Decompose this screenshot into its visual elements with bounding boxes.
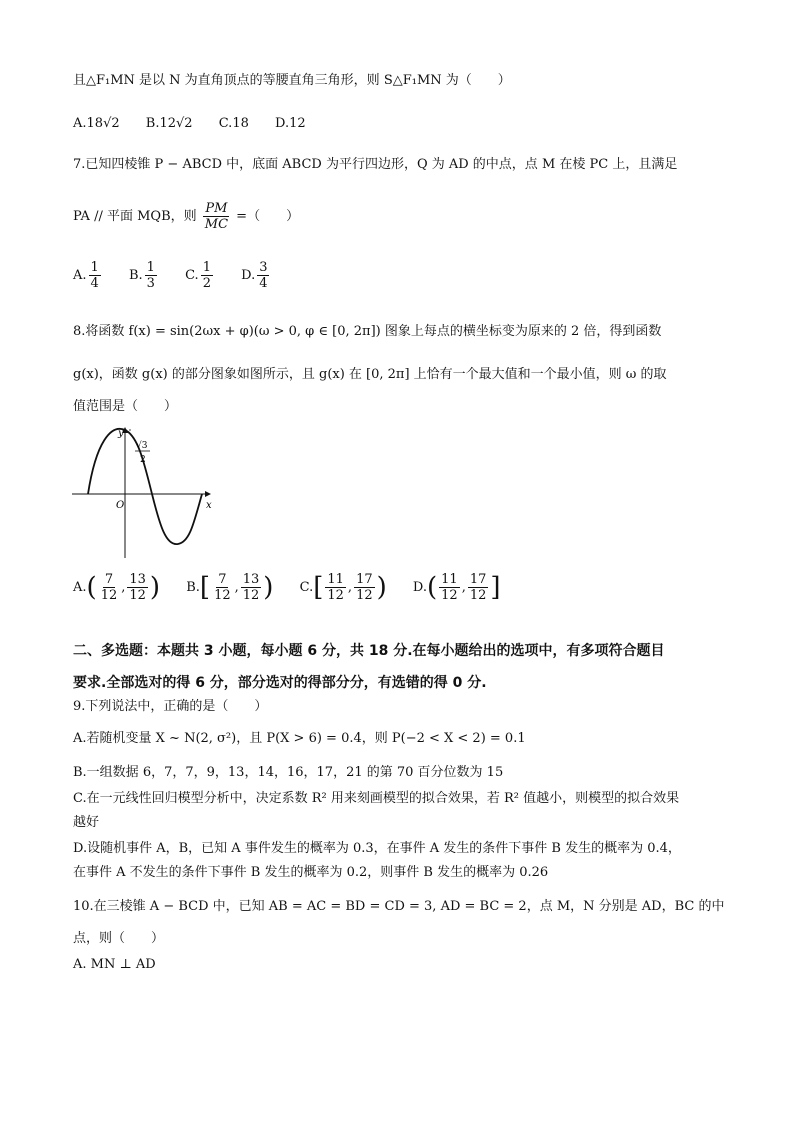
- q8-option-c: C.[ $\frac{11}{12}$ , $\frac{17}{12}$ ): [299, 572, 387, 603]
- q8-option-c-upper: [354, 572, 375, 603]
- q6-options: [73, 116, 328, 131]
- q8-a-lower-num: 7: [104, 572, 114, 587]
- sqrt3-numerator: √3: [136, 441, 148, 451]
- q9-option-a: A.若随机变量 X ~ N(2, σ²)，且 P(X > 6) = 0.4，则 P(−2 < X < 2) = 0.1: [73, 731, 526, 746]
- q7-option-c-num: 1: [202, 260, 211, 275]
- q8-c-upper-den: 12: [356, 588, 373, 603]
- q7-option-b-label: B.: [128, 268, 143, 283]
- q7-option-b-fraction: [145, 260, 157, 291]
- q8-option-b-label: B.: [186, 580, 200, 595]
- q7-option-d-num: 3: [259, 260, 268, 275]
- x-axis-label: x: [206, 500, 212, 511]
- q8-option-a: A.( $\frac{7}{12}$ , $\frac{13}{12}$ ): [73, 572, 161, 603]
- sine-graph: [66, 422, 216, 562]
- q10-option-a: A. MN ⊥ AD: [73, 957, 156, 972]
- q7-option-b-num: 1: [146, 260, 155, 275]
- q8-options: [73, 572, 523, 603]
- q8-a-upper-den: 12: [129, 588, 146, 603]
- q8-d-upper-den: 12: [469, 588, 487, 603]
- q7-options: [73, 260, 293, 291]
- q7-option-d-label: D.: [241, 268, 256, 283]
- q8-b-upper-num: 13: [242, 572, 260, 587]
- q8-b-upper-den: 12: [242, 588, 260, 603]
- q7-option-a-num: 1: [90, 260, 99, 275]
- q8-option-a-left-bracket: (: [86, 572, 97, 603]
- q8-option-b-upper: [241, 572, 262, 603]
- q8-option-b-lower: [212, 572, 233, 603]
- q8-c-lower-num: 11: [327, 572, 344, 587]
- q9-option-d-line1: D.设随机事件 A，B，已知 A 事件发生的概率为 0.3，在事件 A 发生的条件下事件 B 发生的概率为 0.4，: [73, 841, 681, 856]
- q7-option-a-fraction: [89, 260, 101, 291]
- q9-stem: 9.下列说法中，正确的是（ ）: [73, 699, 268, 714]
- q7-stem-line2: [73, 200, 299, 234]
- q8-d-upper-num: 17: [469, 572, 487, 587]
- q6-option-a: A.18√2: [73, 116, 120, 131]
- q8-option-d: D.( $\frac{11}{12}$ , $\frac{17}{12}$ ]: [412, 572, 501, 603]
- q8-b-lower-num: 7: [218, 572, 227, 587]
- q8-stem-line3: 值范围是（ ）: [73, 399, 178, 414]
- q7-ratio-denominator: MC: [204, 217, 229, 232]
- q6-option-d: D.12: [275, 116, 306, 131]
- q8-b-lower-den: 12: [214, 588, 231, 603]
- q8-option-d-label: D.: [412, 580, 427, 595]
- q8-a-upper-num: 13: [129, 572, 146, 587]
- q7-option-a: [73, 260, 103, 291]
- q7-option-b-den: 3: [146, 276, 155, 291]
- q8-stem-line1: 8.将函数 f(x) = sin(2ωx + φ)(ω > 0, φ ∈ [0, 2π]) 图象上每点的横坐标变为原来的 2 倍，得到函数: [73, 324, 662, 339]
- q6-option-c: C.18: [218, 116, 249, 131]
- q6-tail-text: 且△F₁MN 是以 N 为直角顶点的等腰直角三角形，则 S△F₁MN 为（ ）: [73, 73, 511, 88]
- q8-c-upper-num: 17: [356, 572, 373, 587]
- q8-option-c-lower: [325, 572, 346, 603]
- q8-option-c-right-bracket: ): [376, 572, 387, 603]
- q7-ratio-numerator: PM: [205, 201, 228, 216]
- y-axis-label: y: [118, 428, 124, 439]
- q9-option-b: B.一组数据 6，7，7，9，13，14，16，17，21 的第 70 百分位数为 15: [73, 765, 504, 780]
- q8-option-a-upper: [127, 572, 148, 603]
- q7-stem-line1: 7.已知四棱锥 P − ABCD 中，底面 ABCD 为平行四边形，Q 为 AD 的中点，点 M 在棱 PC 上，且满足: [73, 157, 678, 172]
- q9-option-d-line2: 在事件 A 不发生的条件下事件 B 发生的概率为 0.2，则事件 B 发生的概率为 0.26: [73, 865, 549, 880]
- origin-label: O: [116, 500, 125, 511]
- q8-option-b: B.[ $\frac{7}{12}$ , $\frac{13}{12}$ ): [186, 572, 274, 603]
- q8-d-lower-num: 11: [441, 572, 458, 587]
- section2-heading-line2: 要求.全部选对的得 6 分，部分选对的得部分分，有选错的得 0 分.: [73, 675, 487, 691]
- q8-option-c-label: C.: [299, 580, 314, 595]
- q7-option-c-den: 2: [202, 276, 211, 291]
- q7-option-d-den: 4: [259, 276, 268, 291]
- q7-ratio-fraction: [203, 201, 230, 232]
- q7-line2-prefix: PA // 平面 MQB，则: [73, 209, 197, 224]
- q8-option-d-right-bracket: ]: [490, 572, 501, 603]
- q8-d-lower-den: 12: [441, 588, 458, 603]
- q8-c-lower-den: 12: [327, 588, 344, 603]
- q8-option-d-lower: [439, 572, 460, 603]
- sqrt3-denominator: 2: [140, 455, 146, 465]
- q7-option-d: [241, 260, 271, 291]
- q7-option-c-fraction: [201, 260, 213, 291]
- section2-heading-line1: 二、多选题：本题共 3 小题，每小题 6 分，共 18 分.在每小题给出的选项中，有多项符合题目: [73, 643, 665, 659]
- q8-option-a-label: A.: [73, 580, 87, 595]
- q7-option-c-label: C.: [185, 268, 199, 283]
- q7-option-a-den: 4: [90, 276, 99, 291]
- q7-option-b: [129, 260, 159, 291]
- q7-option-c: [185, 260, 215, 291]
- q8-option-a-lower: [99, 572, 120, 603]
- q8-option-d-left-bracket: (: [427, 572, 438, 603]
- q8-option-d-upper: [468, 572, 489, 603]
- q10-stem-line2: 点，则（ ）: [73, 931, 165, 946]
- q8-stem-line2: g(x)，函数 g(x) 的部分图象如图所示，且 g(x) 在 [0, 2π] 上恰有一个最大值和一个最小值，则 ω 的取: [73, 367, 667, 382]
- q8-option-b-right-bracket: ): [263, 572, 274, 603]
- q8-option-c-left-bracket: [: [313, 572, 324, 603]
- q6-option-b: B.12√2: [145, 116, 193, 131]
- q8-option-b-left-bracket: [: [199, 572, 211, 603]
- q8-option-a-right-bracket: ): [149, 572, 161, 603]
- q7-line2-suffix: =（ ）: [236, 209, 300, 224]
- q9-option-c-line2: 越好: [73, 815, 100, 830]
- q9-option-c-line1: C.在一元线性回归模型分析中，决定系数 R² 用来刻画模型的拟合效果，若 R² 值越小，则模型的拟合效果: [73, 791, 680, 806]
- q10-stem-line1: 10.在三棱锥 A − BCD 中，已知 AB = AC = BD = CD = 3, AD = BC = 2，点 M，N 分别是 AD，BC 的中: [73, 899, 725, 914]
- q7-option-a-label: A.: [73, 268, 87, 283]
- q8-a-lower-den: 12: [100, 588, 118, 603]
- q7-option-d-fraction: [257, 260, 269, 291]
